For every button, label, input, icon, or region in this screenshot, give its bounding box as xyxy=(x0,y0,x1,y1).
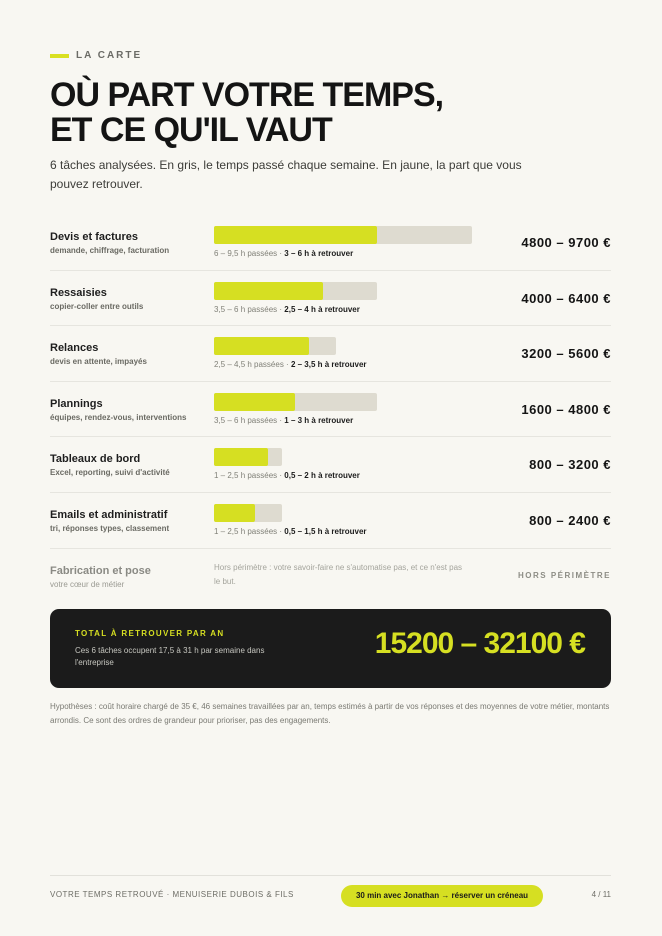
hours-recoverable-text: 0,5 – 1,5 h à retrouver xyxy=(284,526,367,536)
task-name: Emails et administratif xyxy=(50,508,168,521)
task-name: Fabrication et pose xyxy=(50,564,151,577)
task-subtitle: copier-coller entre outils xyxy=(50,301,144,311)
hours-spent-text: 2,5 – 4,5 h passées · xyxy=(214,360,291,370)
task-subtitle: équipes, rendez-vous, interventions xyxy=(50,412,187,422)
hours-recoverable-text: 2 – 3,5 h à retrouver xyxy=(290,360,367,370)
annual-value: 1600 – 4800 € xyxy=(521,401,611,417)
bar-caption xyxy=(214,471,360,480)
task-name: Ressaisies xyxy=(50,286,107,299)
time-spent-bar xyxy=(214,282,377,300)
time-spent-bar xyxy=(214,226,472,244)
task-row xyxy=(50,437,611,493)
task-subtitle: demande, chiffrage, facturation xyxy=(50,246,170,255)
hours-spent-text: 3,5 – 6 h passées · xyxy=(214,304,285,314)
time-recoverable-bar xyxy=(214,282,323,300)
section-eyebrow xyxy=(50,50,142,61)
task-name: Plannings xyxy=(50,397,103,410)
bar-caption xyxy=(214,249,353,258)
page-subtitle: 6 tâches analysées. En gris, le temps passé chaque semaine. En jaune, la part que vous pouvez retrouver. xyxy=(50,158,522,191)
task-name: Tableaux de bord xyxy=(50,453,141,466)
page-number: 4 / 11 xyxy=(591,890,611,899)
time-recoverable-bar xyxy=(214,337,309,355)
task-subtitle: tri, réponses types, classement xyxy=(50,523,170,533)
book-slot-button[interactable]: 30 min avec Jonathan → réserver un créneau xyxy=(341,885,543,907)
time-spent-bar xyxy=(214,504,282,522)
time-spent-bar xyxy=(214,448,282,466)
task-subtitle: votre cœur de métier xyxy=(50,579,125,589)
task-row xyxy=(50,215,611,271)
task-row xyxy=(50,382,611,438)
hours-recoverable-text: 0,5 – 2 h à retrouver xyxy=(284,471,360,481)
task-list xyxy=(50,215,611,603)
hours-recoverable-text: 1 – 3 h à retrouver xyxy=(284,415,354,425)
hours-spent-text: 1 – 2,5 h passées · xyxy=(214,471,285,481)
hours-spent-text: 1 – 2,5 h passées · xyxy=(214,526,285,536)
footer-document-title: VOTRE TEMPS RETROUVÉ · MENUISERIE DUBOIS & FILS xyxy=(50,890,294,899)
eyebrow-label: LA CARTE xyxy=(76,50,143,61)
task-name: Devis et factures xyxy=(50,231,139,243)
assumptions-note: Hypothèses : coût horaire chargé de 35 €, 46 semaines travaillées par an, temps estimés à partir de vos réponses et des moyennes de votre métier, montants arrondis. Ce sont des ordres de grandeur pour prioriser, pas des engagements. xyxy=(50,702,610,725)
task-row xyxy=(50,271,611,327)
total-value: 15200 – 32100 € xyxy=(374,627,585,660)
annual-value: 800 – 2400 € xyxy=(529,512,611,528)
hours-spent-text: 3,5 – 6 h passées · xyxy=(214,415,285,425)
time-recoverable-bar xyxy=(214,393,295,411)
hours-recoverable-text: 2,5 – 4 h à retrouver xyxy=(284,304,360,314)
task-subtitle: devis en attente, impayés xyxy=(50,357,147,367)
annual-value: 800 – 3200 € xyxy=(529,457,611,473)
task-row xyxy=(50,326,611,382)
footer-divider xyxy=(50,875,611,876)
bar-caption xyxy=(214,527,367,536)
time-recoverable-bar xyxy=(214,448,268,466)
time-spent-bar xyxy=(214,393,377,411)
time-recoverable-bar xyxy=(214,226,377,244)
bar-caption xyxy=(214,360,367,369)
bar-caption xyxy=(214,305,360,314)
total-panel xyxy=(50,609,611,688)
total-description: Ces 6 tâches occupent 17,5 à 31 h par semaine dans l'entreprise xyxy=(75,646,265,667)
task-name: Relances xyxy=(50,342,99,355)
annual-value: 3200 – 5600 € xyxy=(521,346,611,362)
page-title xyxy=(50,78,610,148)
eyebrow-accent-bar xyxy=(50,54,69,58)
out-of-scope-label: HORS PÉRIMÈTRE xyxy=(517,570,611,580)
title-line-1: OÙ PART VOTRE TEMPS, xyxy=(50,76,444,114)
task-row-out-of-scope xyxy=(50,549,611,604)
bar-caption xyxy=(214,416,353,425)
hours-spent-text: 6 – 9,5 h passées · xyxy=(214,249,285,258)
out-of-scope-note: Hors périmètre : votre savoir-faire ne s'automatise pas, et ce n'est pas le but. xyxy=(214,562,463,586)
task-subtitle: Excel, reporting, suivi d'activité xyxy=(50,468,170,478)
time-recoverable-bar xyxy=(214,504,255,522)
annual-value: 4800 – 9700 € xyxy=(521,235,611,250)
total-label: TOTAL À RETROUVER PAR AN xyxy=(75,629,225,638)
annual-value: 4000 – 6400 € xyxy=(521,290,611,306)
task-row xyxy=(50,493,611,549)
hours-recoverable-text: 3 – 6 h à retrouver xyxy=(284,249,354,258)
title-line-2: ET CE QU'IL VAUT xyxy=(50,111,332,149)
time-spent-bar xyxy=(214,337,336,355)
